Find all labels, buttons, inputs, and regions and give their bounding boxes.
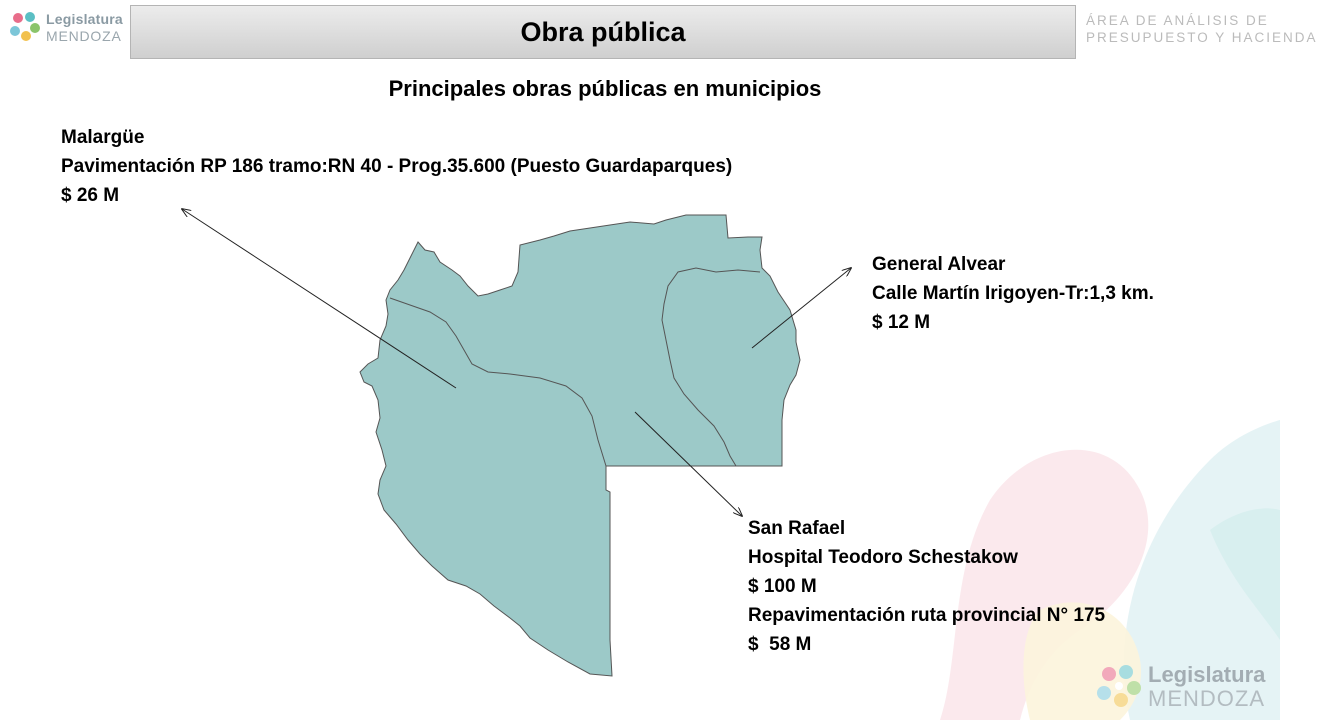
callout-sanrafael-amount2: $ 58 M	[748, 634, 812, 655]
department-line1: ÁREA DE ANÁLISIS DE	[1086, 13, 1269, 28]
callout-malargue-name: Malargüe	[61, 127, 145, 148]
callout-sanrafael-work1: Hospital Teodoro Schestakow	[748, 547, 1018, 568]
province-outline	[360, 215, 800, 676]
callout-malargue-amount: $ 26 M	[61, 185, 120, 206]
callout-malargue-work: Pavimentación RP 186 tramo:RN 40 - Prog.35.600 (Puesto Guardaparques)	[61, 156, 733, 177]
callout-sanrafael-name: San Rafael	[748, 518, 846, 539]
logo-text-line2: MENDOZA	[46, 28, 122, 44]
callout-malargue	[61, 123, 732, 210]
callout-san-rafael	[748, 514, 1105, 659]
logo-legislatura-footer	[1094, 658, 1274, 714]
page-title: Obra pública	[130, 5, 1076, 59]
callout-sanrafael-work2: Repavimentación ruta provincial N° 175	[748, 605, 1106, 626]
callout-alvear-work: Calle Martín Irigoyen-Tr:1,3 km.	[872, 283, 1154, 304]
footer-logo-line2: MENDOZA	[1148, 686, 1265, 711]
slide-subtitle: Principales obras públicas en municipios	[388, 76, 822, 101]
callout-alvear-amount: $ 12 M	[872, 312, 931, 333]
logo-flower-icon	[1094, 662, 1144, 710]
callout-general-alvear	[872, 250, 1154, 337]
department-line2: PRESUPUESTO Y HACIENDA	[1086, 30, 1318, 45]
logo-text-line1: Legislatura	[46, 11, 123, 27]
callout-alvear-name: General Alvear	[872, 254, 1006, 275]
callout-sanrafael-amount1: $ 100 M	[748, 576, 817, 597]
footer-logo-line1: Legislatura	[1148, 662, 1266, 687]
